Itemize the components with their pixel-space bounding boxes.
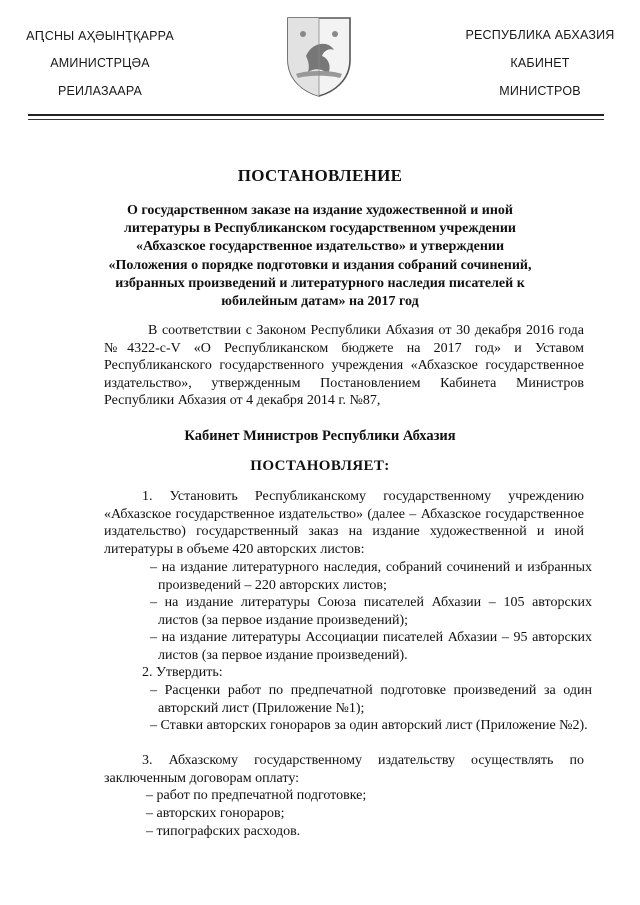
item-3-dash-2: – авторских гонораров; bbox=[146, 806, 285, 821]
item-2-dash-1: – Расценки работ по предпечатной подготовке произведений за один авторский лист (Приложение №1); bbox=[150, 683, 592, 716]
item-1: 1. Установить Республиканскому государственному учреждению «Абхазское государственное издательство» (далее – Абхазское государственное издательство) государственный заказ на издание художественной и иной литературы в объеме 420 авторских листов: bbox=[104, 489, 584, 557]
header-right-line-2: КАБИНЕТ bbox=[510, 56, 570, 70]
item-1-dash-3: – на издание литературы Ассоциации писателей Абхазии – 95 авторских листов (за первое издание произведений). bbox=[150, 630, 592, 663]
document-subject: О государственном заказе на издание художественной и иной литературы в Республиканском государственном учреждении «Абхазское государственное издательство» и утверждении «Положения о порядке подготовки и издания собраний сочинений, избранных произведений и литературного наследия писателей к юбилейным датам» на 2017 год bbox=[108, 203, 532, 310]
header-left-line-1: АԤСНЫ АҲӘЫНҬҚАРРА bbox=[26, 29, 174, 43]
item-3-dash-3: – типографских расходов. bbox=[146, 824, 301, 839]
header-left-line-3: РЕИЛАЗААРА bbox=[57, 84, 143, 98]
header-rule-thin bbox=[28, 119, 604, 120]
item-2: 2. Утвердить: bbox=[142, 665, 223, 680]
coat-of-arms-emblem bbox=[284, 14, 354, 98]
header-right-line-1: РЕСПУБЛИКА АБХАЗИЯ bbox=[465, 28, 615, 42]
header-right-line-3: МИНИСТРОВ bbox=[499, 84, 581, 98]
item-1-dash-2: – на издание литературы Союза писателей Абхазии – 105 авторских листов (за первое издание произведений); bbox=[150, 595, 592, 628]
item-2-dash-2: – Ставки авторских гонораров за один авторский лист (Приложение №2). bbox=[150, 718, 588, 733]
header-rule-thick bbox=[28, 114, 604, 116]
resolves-heading: ПОСТАНОВЛЯЕТ: bbox=[250, 458, 390, 474]
header-left-line-2: АМИНИСТРЦӘА bbox=[50, 56, 150, 70]
item-3-dash-1: – работ по предпечатной подготовке; bbox=[146, 788, 367, 803]
document-title: ПОСТАНОВЛЕНИЕ bbox=[237, 166, 403, 185]
item-1-dash-1: – на издание литературного наследия, собраний сочинений и избранных произведений – 220 авторских листов; bbox=[150, 560, 592, 593]
preamble-paragraph: В соответствии с Законом Республики Абхазия от 30 декабря 2016 года №4322-с-V «О Республиканском бюджете на 2017 год» и Уставом Республиканского государственного учреждения «Абхазское государственное издательство», утвержденным Постановлением Кабинета Министров Республики Абхазия от 4 декабря 2014 г. №87, bbox=[104, 323, 584, 409]
issuer-heading: Кабинет Министров Республики Абхазия bbox=[184, 428, 456, 444]
item-3: 3. Абхазскому государственному издательству осуществлять по заключенным договорам оплату: bbox=[104, 753, 584, 786]
